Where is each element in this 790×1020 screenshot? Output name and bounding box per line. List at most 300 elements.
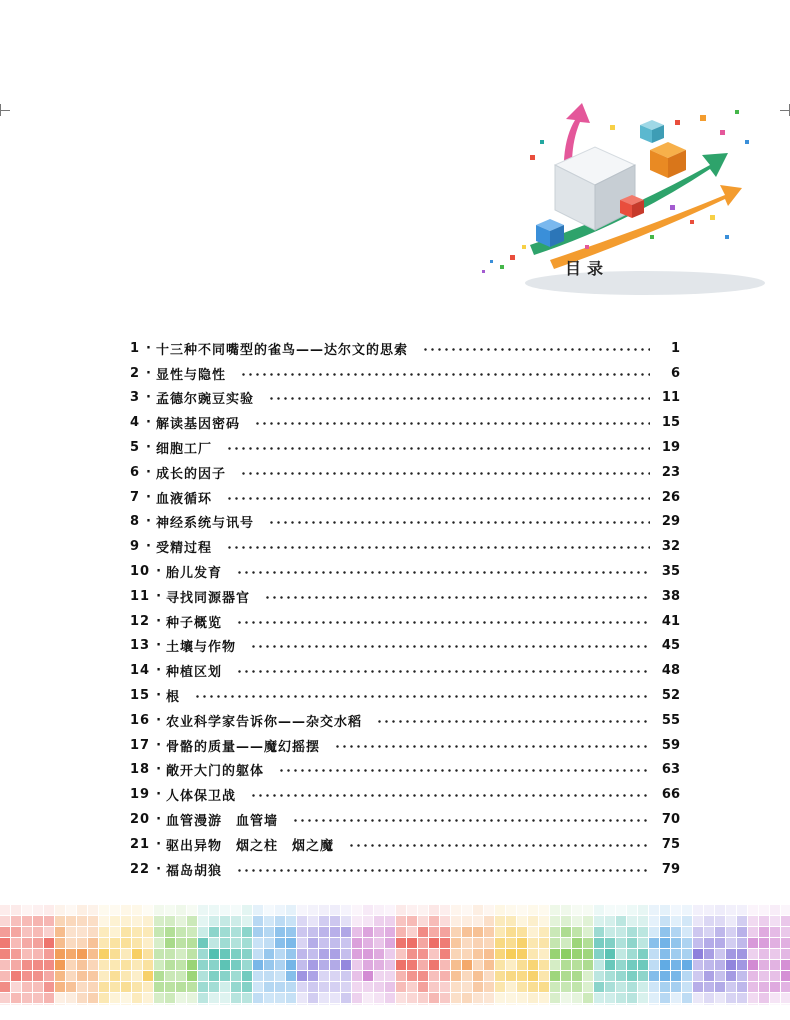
mosaic-tile	[726, 982, 736, 992]
toc-leader-dots	[264, 596, 650, 599]
mosaic-tile	[605, 905, 615, 915]
toc-entry-number: 18	[130, 762, 151, 778]
mosaic-tile	[319, 905, 329, 915]
mosaic-tile	[154, 938, 164, 948]
mosaic-tile	[649, 927, 659, 937]
mosaic-tile	[748, 982, 758, 992]
mosaic-tile	[682, 982, 692, 992]
toc-entry-separator: ·	[156, 737, 162, 753]
mosaic-tile	[715, 927, 725, 937]
toc-entry[interactable]	[130, 733, 680, 758]
toc-entry[interactable]	[130, 708, 680, 733]
mosaic-tile	[462, 960, 472, 970]
mosaic-tile	[209, 949, 219, 959]
toc-entry-label: 人体保卫战	[166, 789, 237, 805]
toc-entry[interactable]	[130, 658, 680, 683]
mosaic-tile	[286, 1004, 296, 1005]
mosaic-tile	[627, 905, 637, 915]
toc-entry[interactable]	[130, 386, 680, 411]
mosaic-tile	[66, 938, 76, 948]
toc-entry-separator: ·	[156, 588, 162, 604]
mosaic-tile	[33, 993, 43, 1003]
mosaic-tile	[473, 971, 483, 981]
toc-leader-dots	[292, 819, 650, 822]
mosaic-tile	[550, 938, 560, 948]
mosaic-tile	[473, 960, 483, 970]
mosaic-tile	[165, 982, 175, 992]
mosaic-tile	[110, 971, 120, 981]
mosaic-tile	[473, 982, 483, 992]
toc-entry-number: 1	[130, 340, 141, 356]
mosaic-tile	[11, 905, 21, 915]
mosaic-tile	[528, 949, 538, 959]
mosaic-tile	[704, 993, 714, 1003]
mosaic-tile	[132, 938, 142, 948]
mosaic-tile	[638, 993, 648, 1003]
mosaic-tile	[341, 916, 351, 926]
mosaic-tile	[594, 971, 604, 981]
mosaic-tile	[275, 938, 285, 948]
mosaic-tile	[187, 905, 197, 915]
mosaic-tile	[385, 938, 395, 948]
mosaic-tile	[308, 982, 318, 992]
mosaic-tile	[407, 971, 417, 981]
mosaic-tile	[385, 971, 395, 981]
toc-entry[interactable]	[130, 361, 680, 386]
mosaic-tile	[506, 982, 516, 992]
mosaic-tile	[737, 938, 747, 948]
mosaic-tile	[66, 982, 76, 992]
toc-entry-page: 38	[661, 588, 680, 604]
mosaic-tile	[561, 1004, 571, 1005]
mosaic-tile	[99, 949, 109, 959]
mosaic-tile	[77, 949, 87, 959]
mosaic-tile	[187, 949, 197, 959]
toc-entry-separator: ·	[156, 812, 162, 828]
mosaic-tile	[374, 1004, 384, 1005]
mosaic-tile	[132, 971, 142, 981]
mosaic-tile	[66, 1004, 76, 1005]
toc-leader-dots	[334, 745, 650, 748]
toc-entry[interactable]	[130, 485, 680, 510]
mosaic-tile	[407, 993, 417, 1003]
mosaic-tile	[198, 905, 208, 915]
mosaic-tile	[737, 927, 747, 937]
mosaic-tile	[737, 993, 747, 1003]
mosaic-tile	[649, 993, 659, 1003]
mosaic-tile	[220, 938, 230, 948]
mosaic-tile	[737, 982, 747, 992]
mosaic-tile	[484, 982, 494, 992]
mosaic-tile	[319, 916, 329, 926]
mosaic-tile	[759, 960, 769, 970]
mosaic-tile	[275, 971, 285, 981]
mosaic-tile	[451, 916, 461, 926]
toc-entry[interactable]	[130, 609, 680, 634]
mosaic-tile	[264, 993, 274, 1003]
mosaic-tile	[605, 971, 615, 981]
toc-entry[interactable]	[130, 460, 680, 485]
mosaic-tile	[418, 927, 428, 937]
mosaic-tile	[220, 1004, 230, 1005]
mosaic-tile	[671, 982, 681, 992]
mosaic-tile	[770, 927, 780, 937]
mosaic-tile	[418, 960, 428, 970]
mosaic-tile	[143, 938, 153, 948]
mosaic-tile	[583, 938, 593, 948]
crop-mark-right-tick	[780, 110, 790, 111]
mosaic-tile	[264, 927, 274, 937]
toc-entry[interactable]	[130, 559, 680, 584]
mosaic-tile	[33, 905, 43, 915]
mosaic-tile	[121, 971, 131, 981]
mosaic-tile	[781, 971, 790, 981]
mosaic-tile	[704, 971, 714, 981]
mosaic-tile	[484, 927, 494, 937]
mosaic-tile	[253, 1004, 263, 1005]
mosaic-tile	[99, 982, 109, 992]
mosaic-tile	[495, 982, 505, 992]
mosaic-tile	[583, 971, 593, 981]
mosaic-tile	[693, 1004, 703, 1005]
mosaic-tile	[165, 905, 175, 915]
mosaic-tile	[440, 971, 450, 981]
toc-entry-number: 21	[130, 836, 151, 852]
mosaic-tile	[693, 971, 703, 981]
mosaic-tile	[198, 927, 208, 937]
mosaic-tile	[704, 927, 714, 937]
mosaic-tile	[0, 960, 10, 970]
toc-leader-dots	[376, 720, 650, 723]
mosaic-tile	[539, 1004, 549, 1005]
mosaic-tile	[660, 938, 670, 948]
mosaic-tile	[671, 927, 681, 937]
toc-entry[interactable]	[130, 435, 680, 460]
mosaic-tile	[11, 1004, 21, 1005]
mosaic-tile	[561, 938, 571, 948]
mosaic-tile	[286, 905, 296, 915]
toc-entry-number: 4	[130, 415, 141, 431]
mosaic-tile	[121, 938, 131, 948]
mosaic-tile	[319, 927, 329, 937]
mosaic-tile	[583, 1004, 593, 1005]
mosaic-tile	[132, 905, 142, 915]
mosaic-tile	[429, 916, 439, 926]
mosaic-tile	[319, 1004, 329, 1005]
mosaic-tile	[572, 960, 582, 970]
mosaic-tile	[517, 960, 527, 970]
mosaic-tile	[77, 916, 87, 926]
toc-entry-label: 种植区划	[166, 665, 223, 681]
mosaic-tile	[264, 982, 274, 992]
toc-entry-label: 神经系统与讯号	[156, 516, 255, 532]
mosaic-tile	[693, 916, 703, 926]
mosaic-tile	[550, 1004, 560, 1005]
mosaic-tile	[110, 927, 120, 937]
mosaic-tile	[231, 916, 241, 926]
mosaic-tile	[726, 927, 736, 937]
mosaic-tile	[484, 960, 494, 970]
toc-entry[interactable]	[130, 683, 680, 708]
mosaic-tile	[264, 1004, 274, 1005]
mosaic-tile	[539, 927, 549, 937]
mosaic-tile	[44, 949, 54, 959]
mosaic-tile	[649, 960, 659, 970]
mosaic-tile	[341, 949, 351, 959]
mosaic-tile	[462, 982, 472, 992]
mosaic-tile	[539, 938, 549, 948]
mosaic-tile	[759, 1004, 769, 1005]
mosaic-tile	[473, 927, 483, 937]
mosaic-tile	[759, 971, 769, 981]
mosaic-tile	[638, 982, 648, 992]
mosaic-tile	[704, 982, 714, 992]
mosaic-tile	[143, 916, 153, 926]
mosaic-tile	[22, 938, 32, 948]
mosaic-tile	[418, 905, 428, 915]
mosaic-tile	[561, 993, 571, 1003]
mosaic-tile	[121, 982, 131, 992]
toc-entry-number: 11	[130, 588, 151, 604]
mosaic-tile	[550, 949, 560, 959]
mosaic-tile	[484, 938, 494, 948]
mosaic-tile	[55, 982, 65, 992]
mosaic-tile	[528, 905, 538, 915]
mosaic-tile	[110, 916, 120, 926]
mosaic-tile	[330, 916, 340, 926]
mosaic-tile	[319, 949, 329, 959]
mosaic-tile	[33, 927, 43, 937]
toc-entry-label: 种子概览	[166, 615, 223, 631]
mosaic-tile	[572, 971, 582, 981]
mosaic-tile	[429, 1004, 439, 1005]
mosaic-tile	[594, 949, 604, 959]
mosaic-tile	[495, 905, 505, 915]
mosaic-tile	[561, 916, 571, 926]
mosaic-tile	[44, 938, 54, 948]
mosaic-tile	[319, 982, 329, 992]
mosaic-tile	[187, 982, 197, 992]
toc-entry[interactable]	[130, 758, 680, 783]
mosaic-tile	[517, 916, 527, 926]
mosaic-tile	[682, 927, 692, 937]
cyan-cube	[640, 120, 664, 143]
mosaic-tile	[88, 927, 98, 937]
orange-cube	[650, 142, 686, 178]
mosaic-tile	[374, 982, 384, 992]
mosaic-tile	[330, 938, 340, 948]
mosaic-tile	[341, 938, 351, 948]
mosaic-tile	[495, 1004, 505, 1005]
mosaic-tile	[726, 1004, 736, 1005]
mosaic-tile	[748, 938, 758, 948]
mosaic-tile	[440, 916, 450, 926]
mosaic-tile	[374, 905, 384, 915]
toc-entry[interactable]	[130, 584, 680, 609]
mosaic-tile	[88, 993, 98, 1003]
mosaic-tile	[77, 982, 87, 992]
mosaic-tile	[528, 971, 538, 981]
mosaic-tile	[429, 982, 439, 992]
mosaic-tile	[220, 960, 230, 970]
mosaic-tile	[242, 982, 252, 992]
toc-entry[interactable]	[130, 634, 680, 659]
mosaic-tile	[396, 938, 406, 948]
mosaic-tile	[594, 927, 604, 937]
mosaic-tile	[308, 960, 318, 970]
mosaic-tile	[99, 960, 109, 970]
toc-entry[interactable]	[130, 336, 680, 361]
mosaic-tile	[22, 949, 32, 959]
mosaic-tile	[660, 960, 670, 970]
mosaic-tile	[396, 982, 406, 992]
toc-entry-label: 十三种不同嘴型的雀鸟——达尔文的思索	[156, 342, 409, 358]
mosaic-tile	[748, 927, 758, 937]
mosaic-tile	[253, 905, 263, 915]
toc-entry-label: 孟德尔豌豆实验	[156, 392, 255, 408]
toc-entry-number: 13	[130, 638, 151, 654]
mosaic-tile	[748, 971, 758, 981]
mosaic-tile	[396, 993, 406, 1003]
mosaic-tile	[374, 949, 384, 959]
mosaic-tile	[605, 938, 615, 948]
mosaic-tile	[539, 916, 549, 926]
toc-entry[interactable]	[130, 832, 680, 857]
mosaic-tile	[220, 982, 230, 992]
mosaic-tile	[187, 1004, 197, 1005]
mosaic-tile	[242, 916, 252, 926]
toc-leader-dots	[240, 472, 650, 475]
toc-entry-page: 48	[661, 663, 680, 679]
mosaic-tile	[22, 927, 32, 937]
mosaic-tile	[110, 982, 120, 992]
mosaic-tile	[374, 927, 384, 937]
toc-entry-page: 11	[661, 390, 680, 406]
mosaic-tile	[77, 1004, 87, 1005]
mosaic-tile	[99, 905, 109, 915]
toc-entry-separator: ·	[156, 663, 162, 679]
toc-entry-page: 6	[670, 365, 680, 381]
mosaic-tile	[286, 927, 296, 937]
toc-entry-number: 15	[130, 688, 151, 704]
mosaic-tile	[660, 993, 670, 1003]
toc-leader-dots	[226, 497, 650, 500]
mosaic-tile	[385, 949, 395, 959]
mosaic-tile	[352, 949, 362, 959]
mosaic-tile	[154, 982, 164, 992]
mosaic-tile	[319, 938, 329, 948]
mosaic-tile	[154, 993, 164, 1003]
mosaic-tile	[143, 927, 153, 937]
mosaic-tile	[583, 960, 593, 970]
mosaic-tile	[0, 927, 10, 937]
mosaic-tile	[528, 982, 538, 992]
mosaic-tile	[616, 949, 626, 959]
mosaic-tile	[440, 960, 450, 970]
toc-entry-number: 9	[130, 539, 141, 555]
mosaic-tile	[66, 960, 76, 970]
mosaic-tile	[44, 993, 54, 1003]
mosaic-tile	[297, 949, 307, 959]
mosaic-tile	[715, 916, 725, 926]
mosaic-tile	[715, 1004, 725, 1005]
mosaic-tile	[44, 1004, 54, 1005]
mosaic-tile	[0, 1004, 10, 1005]
mosaic-tile	[462, 949, 472, 959]
mosaic-tile	[286, 916, 296, 926]
mosaic-tile	[44, 916, 54, 926]
mosaic-tile	[418, 982, 428, 992]
toc-entry[interactable]	[130, 410, 680, 435]
mosaic-tile	[715, 982, 725, 992]
mosaic-tile	[561, 982, 571, 992]
mosaic-tile	[671, 949, 681, 959]
mosaic-tile	[242, 905, 252, 915]
illustration-shadow	[525, 271, 765, 295]
mosaic-tile	[308, 993, 318, 1003]
toc-entry[interactable]	[130, 782, 680, 807]
mosaic-tile	[132, 982, 142, 992]
mosaic-tile	[264, 938, 274, 948]
mosaic-tile	[770, 905, 780, 915]
mosaic-tile	[627, 960, 637, 970]
mosaic-tile	[297, 993, 307, 1003]
mosaic-tile	[594, 960, 604, 970]
mosaic-tile	[253, 971, 263, 981]
toc-entry-page: 75	[661, 836, 680, 852]
mosaic-tile	[220, 916, 230, 926]
mosaic-tile	[121, 1004, 131, 1005]
toc-entry-page: 45	[661, 638, 680, 654]
mosaic-tile	[286, 949, 296, 959]
mosaic-tile	[275, 993, 285, 1003]
mosaic-tile	[0, 993, 10, 1003]
mosaic-tile	[77, 993, 87, 1003]
toc-entry-page: 79	[661, 861, 680, 877]
mosaic-tile	[275, 916, 285, 926]
mosaic-tile	[759, 916, 769, 926]
cubes-and-arrows-illustration	[470, 95, 770, 300]
mosaic-tile	[770, 949, 780, 959]
mosaic-tile	[231, 905, 241, 915]
mosaic-tile	[660, 1004, 670, 1005]
mosaic-tile	[253, 982, 263, 992]
mosaic-tile	[407, 938, 417, 948]
toc-entry-page: 23	[661, 464, 680, 480]
mosaic-tile	[495, 949, 505, 959]
mosaic-tile	[484, 905, 494, 915]
toc-entry[interactable]	[130, 510, 680, 535]
toc-entry-number: 10	[130, 564, 151, 580]
mosaic-tile	[737, 960, 747, 970]
mosaic-tile	[671, 916, 681, 926]
mosaic-tile	[418, 993, 428, 1003]
mosaic-tile	[198, 982, 208, 992]
mosaic-tile	[88, 916, 98, 926]
mosaic-tile	[33, 982, 43, 992]
mosaic-tile	[176, 905, 186, 915]
mosaic-tile	[209, 938, 219, 948]
mosaic-tile	[77, 960, 87, 970]
toc-entry[interactable]	[130, 534, 680, 559]
mosaic-tile	[55, 927, 65, 937]
toc-entry[interactable]	[130, 857, 680, 882]
toc-entry-page: 35	[661, 564, 680, 580]
mosaic-tile	[363, 971, 373, 981]
toc-entry-separator: ·	[156, 861, 162, 877]
mosaic-tile	[77, 971, 87, 981]
toc-entry[interactable]	[130, 807, 680, 832]
